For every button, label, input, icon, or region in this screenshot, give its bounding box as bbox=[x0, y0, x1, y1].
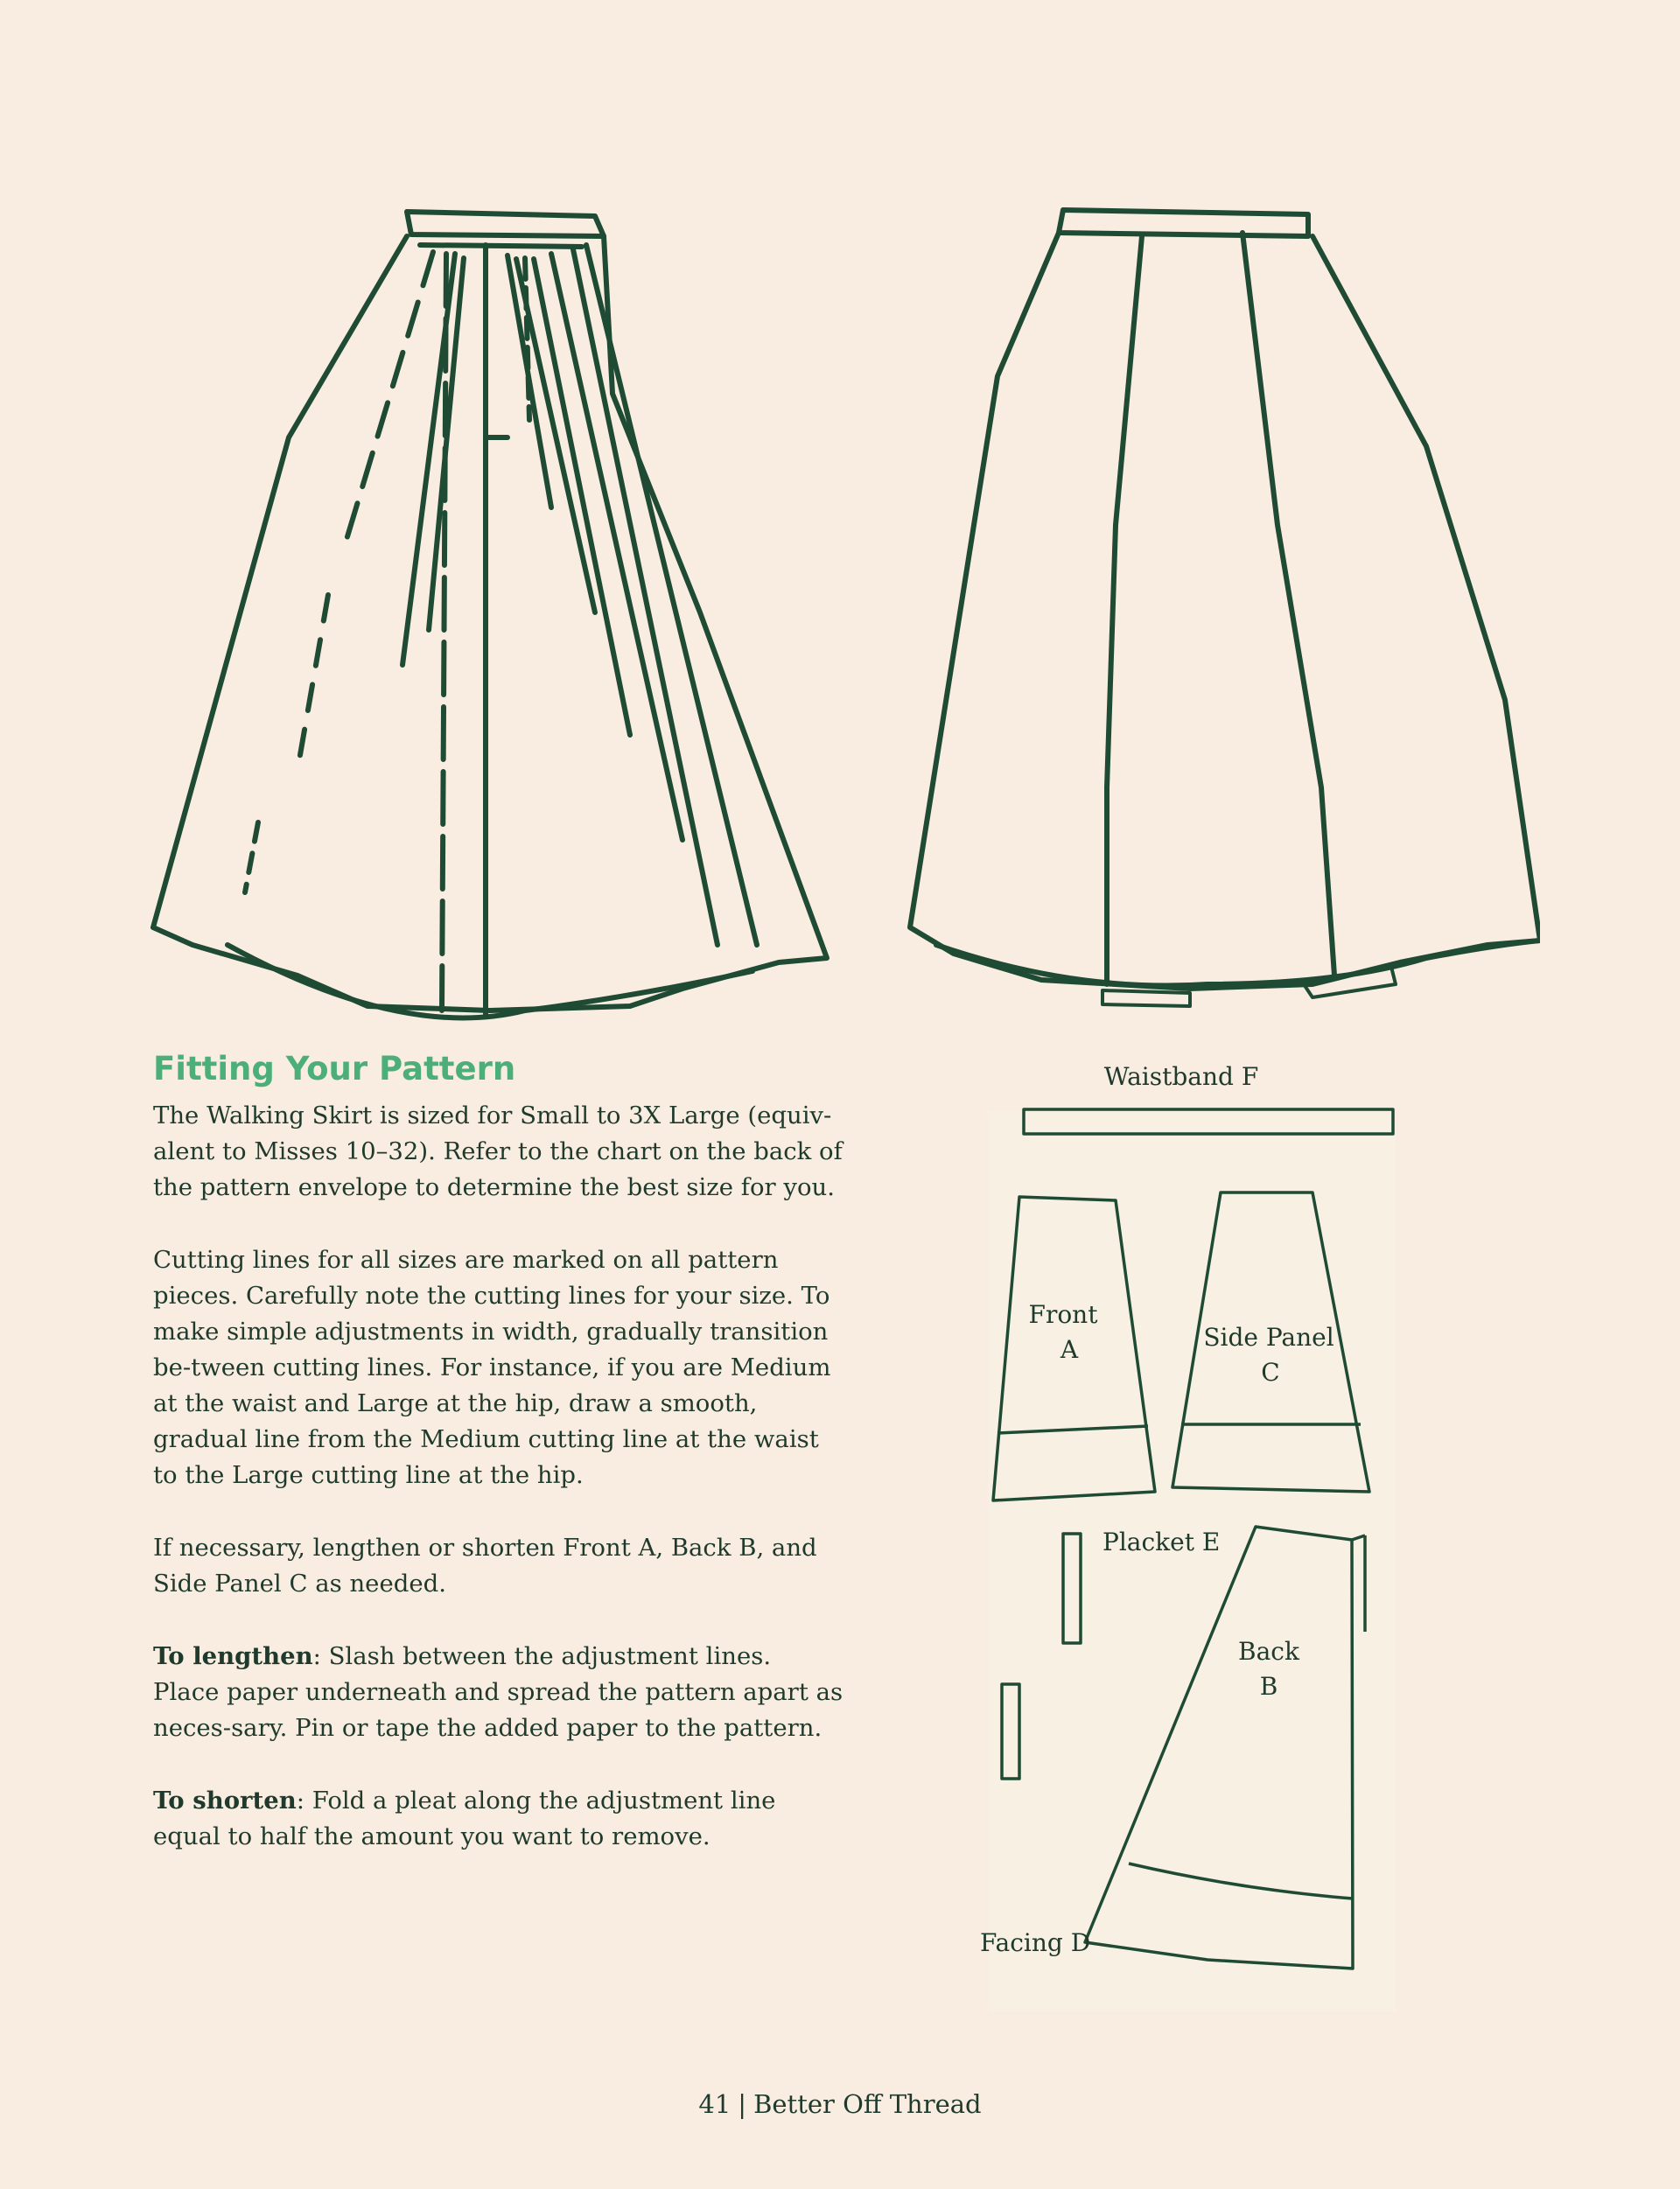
paragraph-sizing: The Walking Skirt is sized for Small to 3X Large (equiv-alent to Misses 10–32). Refer to the chart on the back of the pattern envelope to determine the best size for you. bbox=[153, 1101, 843, 1201]
back-letter: B bbox=[1259, 1672, 1278, 1701]
page-number: 41 bbox=[698, 2089, 732, 2119]
waistband-label: Waistband F bbox=[1103, 1062, 1259, 1091]
instructions-text bbox=[153, 1098, 844, 1892]
front-label: Front bbox=[1028, 1300, 1098, 1329]
book-title: Better Off Thread bbox=[753, 2089, 982, 2119]
facing-piece bbox=[1002, 1684, 1019, 1779]
facing-label: Facing D bbox=[980, 1928, 1091, 1957]
placket-piece bbox=[1063, 1534, 1081, 1643]
paragraph-cutting-lines: Cutting lines for all sizes are marked on all pattern pieces. Carefully note the cutting lines for your size. To make simple adjustments in width, gradually transition be-tween cutting lines. For instance, if you are Medium at the waist and Large at the hip, draw a smooth, gradual line from the Medium cutting line at the waist to the Large cutting line at the hip. bbox=[153, 1246, 831, 1489]
shorten-label: To shorten bbox=[153, 1787, 297, 1815]
section-heading: Fitting Your Pattern bbox=[153, 1050, 516, 1088]
gathered-skirt-front-view bbox=[153, 212, 827, 1018]
waistband-piece bbox=[1024, 1109, 1393, 1134]
side-panel-label: Side Panel bbox=[1203, 1323, 1334, 1352]
lengthen-label: To lengthen bbox=[153, 1642, 313, 1670]
placket-label: Placket E bbox=[1102, 1528, 1221, 1556]
shorten-text: : Fold a pleat along the adjustment line equal to half the amount you want to remove. bbox=[153, 1787, 776, 1850]
paragraph-shorten bbox=[153, 1783, 844, 1855]
lengthen-text: : Slash between the adjustment lines. Place paper underneath and spread the pattern apart as neces-sary. Pin or tape the added paper to the pattern. bbox=[153, 1642, 844, 1742]
side-panel-letter: C bbox=[1261, 1358, 1280, 1387]
back-label: Back bbox=[1238, 1637, 1299, 1666]
front-letter: A bbox=[1060, 1335, 1079, 1364]
page-footer bbox=[0, 2089, 1680, 2119]
back-piece bbox=[1085, 1527, 1365, 1969]
pattern-pieces-diagram bbox=[962, 1050, 1418, 2030]
paragraph-adjust-length: If necessary, lengthen or shorten Front A, Back B, and Side Panel C as needed. bbox=[153, 1534, 817, 1598]
gored-skirt-back-view bbox=[910, 210, 1540, 1006]
footer-separator: | bbox=[738, 2089, 747, 2119]
paragraph-lengthen bbox=[153, 1639, 844, 1746]
skirt-illustrations bbox=[140, 175, 1540, 1067]
